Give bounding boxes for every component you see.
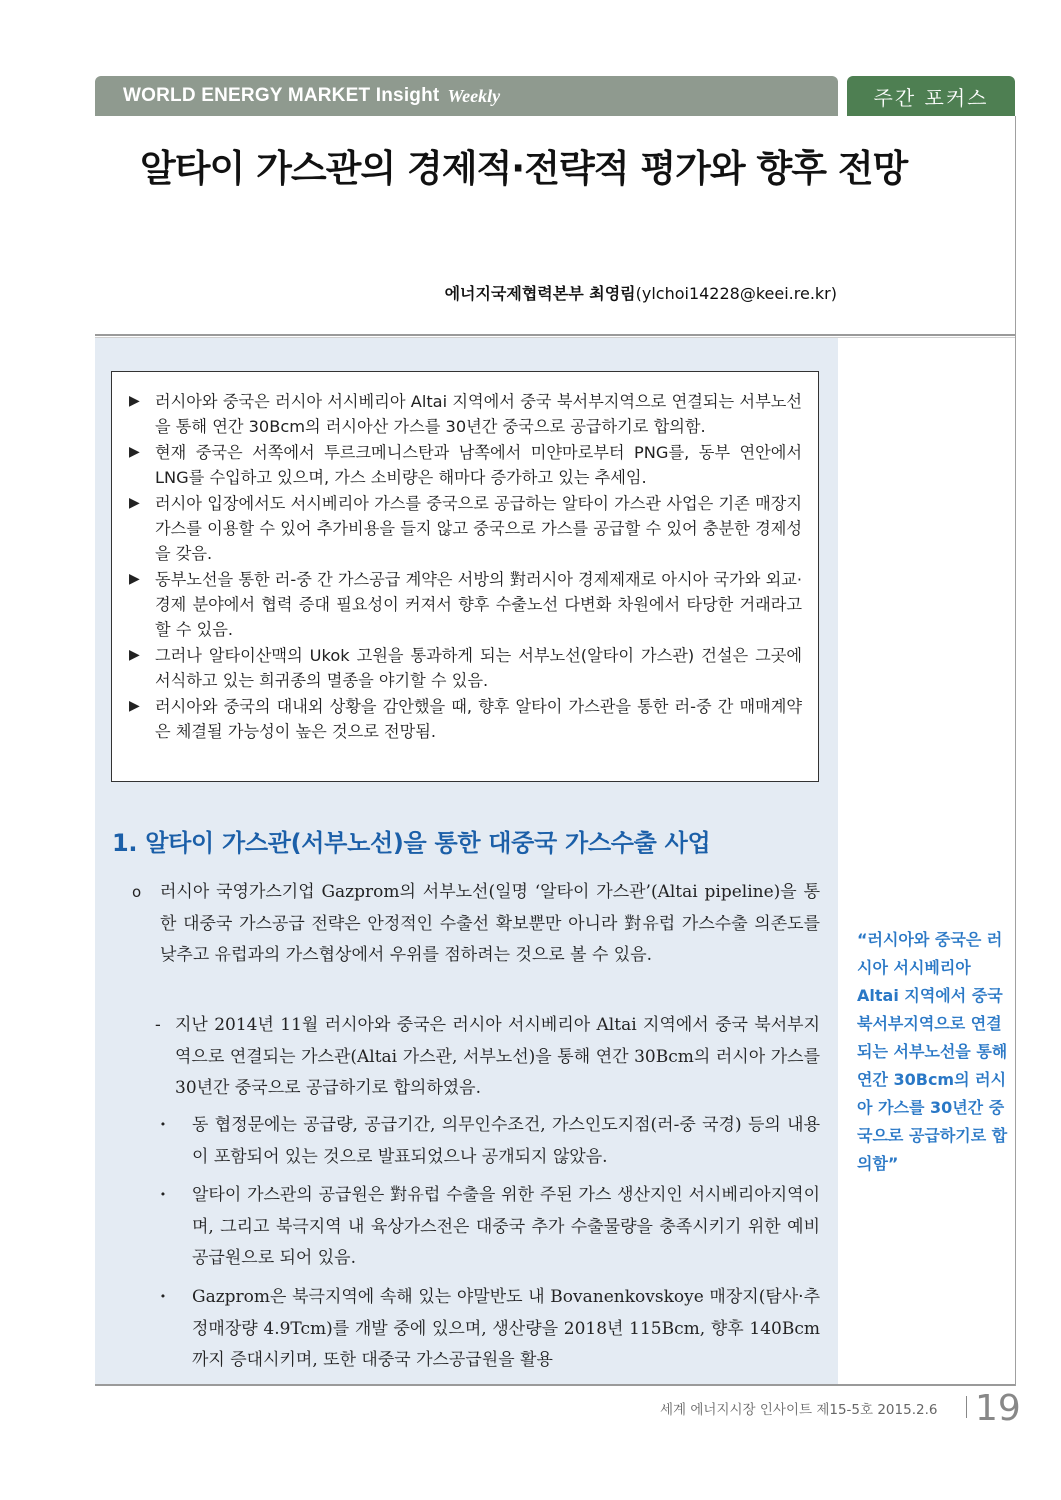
section-heading: 1. 알타이 가스관(서부노선)을 통한 대중국 가스수출 사업 (112, 829, 711, 857)
sub-paragraph (155, 1010, 820, 1105)
summary-text: 러시아와 중국은 러시아 서시베리아 Altai 지역에서 중국 북서부지역으로 연결되는 서부노선을 통해 연간 30Bcm의 러시아산 가스를 30년간 중국으로 공급하기로 합의함. (155, 392, 802, 436)
dot-bullet-icon: · (160, 1287, 166, 1307)
summary-item (129, 567, 802, 642)
publication-weekly: Weekly (447, 85, 501, 106)
summary-item (129, 389, 802, 439)
publication-header (95, 76, 838, 116)
summary-text: 그러나 알타이산맥의 Ukok 고원을 통과하게 되는 서부노선(알타이 가스관) 건설은 그곳에 서식하고 있는 희귀종의 멸종을 야기할 수 있음. (155, 646, 802, 690)
bottom-rule (95, 1384, 1015, 1386)
paragraph (132, 877, 820, 972)
summary-item (129, 694, 802, 744)
footer-separator (966, 1396, 967, 1418)
triangle-bullet-icon: ▶ (129, 393, 140, 409)
right-divider (1015, 116, 1016, 1386)
top-rule (95, 334, 1015, 336)
author-email: (ylchoi14228@keei.re.kr) (635, 284, 837, 303)
summary-text: 러시아 입장에서도 서시베리아 가스를 중국으로 공급하는 알타이 가스관 사업은 기존 매장지 가스를 이용할 수 있어 추가비용을 들지 않고 중국으로 가스를 공급할 수 있어 충분한 경제성을 갖음. (155, 494, 802, 563)
summary-item (129, 440, 802, 490)
bullet-text: 알타이 가스관의 공급원은 對유럽 수출을 위한 주된 가스 생산지인 서시베리아지역이며, 그리고 북극지역 내 육상가스전은 대중국 추가 수출물량을 충족시키기 위한 예비 공급원으로 되어 있음. (192, 1185, 820, 1268)
summary-box (111, 371, 819, 782)
author-name: 에너지국제협력본부 최영림 (444, 284, 636, 303)
triangle-bullet-icon: ▶ (129, 647, 140, 663)
bullet-item (160, 1282, 820, 1377)
summary-text: 동부노선을 통한 러-중 간 가스공급 계약은 서방의 對러시아 경제제재로 아시아 국가와 외교·경제 분야에서 협력 증대 필요성이 커져서 향후 수출노선 다변화 차원에서 타당한 거래라고 할 수 있음. (155, 570, 803, 639)
page-number: 19 (975, 1388, 1021, 1429)
triangle-bullet-icon: ▶ (129, 444, 140, 460)
pull-quote: “러시아와 중국은 러시아 서시베리아 Altai 지역에서 중국 북서부지역으로 연결되는 서부노선을 통해 연간 30Bcm의 러시아 가스를 30년간 중국으로 공급하기로 합의함” (857, 930, 1008, 1173)
author-line (445, 281, 837, 304)
page-title: 알타이 가스관의 경제적·전략적 평가와 향후 전망 (140, 147, 908, 190)
paragraph-text: 러시아 국영가스기업 Gazprom의 서부노선(일명 ‘알타이 가스관’(Altai pipeline)을 통한 대중국 가스공급 전략은 안정적인 수출선 확보뿐만 아니라 對유럽 가스수출 의존도를 낮추고 유럽과의 가스협상에서 우위를 점하려는 것으로 볼 수 있음. (160, 882, 820, 965)
bullet-item (160, 1110, 820, 1173)
bullet-text: Gazprom은 북극지역에 속해 있는 야말반도 내 Bovanenkovskoye 매장지(탐사·추정매장량 4.9Tcm)를 개발 중에 있으며, 생산량을 2018년 115Bcm, 향후 140Bcm까지 증대시키며, 또한 대중국 가스공급원을 활용 (192, 1287, 820, 1370)
triangle-bullet-icon: ▶ (129, 571, 140, 587)
summary-item (129, 643, 802, 693)
dash-marker: - (155, 1015, 161, 1035)
triangle-bullet-icon: ▶ (129, 698, 140, 714)
summary-text: 러시아와 중국의 대내외 상황을 감안했을 때, 향후 알타이 가스관을 통한 러-중 간 매매계약은 체결될 가능성이 높은 것으로 전망됨. (155, 697, 802, 741)
triangle-bullet-icon: ▶ (129, 495, 140, 511)
dot-bullet-icon: · (160, 1115, 166, 1135)
section-tab: 주간 포커스 (847, 76, 1015, 116)
summary-text: 현재 중국은 서쪽에서 투르크메니스탄과 남쪽에서 미얀마로부터 PNG를, 동부 연안에서 LNG를 수입하고 있으며, 가스 소비량은 해마다 증가하고 있는 추세임. (155, 443, 802, 487)
circle-bullet-icon: o (132, 883, 142, 901)
dot-bullet-icon: · (160, 1185, 166, 1205)
summary-item (129, 491, 802, 566)
footer-text: 세계 에너지시장 인사이트 제15-5호 2015.2.6 (660, 1402, 938, 1418)
publication-name: WORLD ENERGY MARKET Insight (123, 85, 440, 106)
bullet-item (160, 1180, 820, 1275)
bullet-text: 동 협정문에는 공급량, 공급기간, 의무인수조건, 가스인도지점(러-중 국경) 등의 내용이 포함되어 있는 것으로 발표되었으나 공개되지 않았음. (192, 1115, 820, 1167)
sub-paragraph-text: 지난 2014년 11월 러시아와 중국은 러시아 서시베리아 Altai 지역에서 중국 북서부지역으로 연결되는 가스관(Altai 가스관, 서부노선)을 통해 연간 30Bcm의 러시아 가스를 30년간 중국으로 공급하기로 합의하였음. (175, 1015, 820, 1098)
